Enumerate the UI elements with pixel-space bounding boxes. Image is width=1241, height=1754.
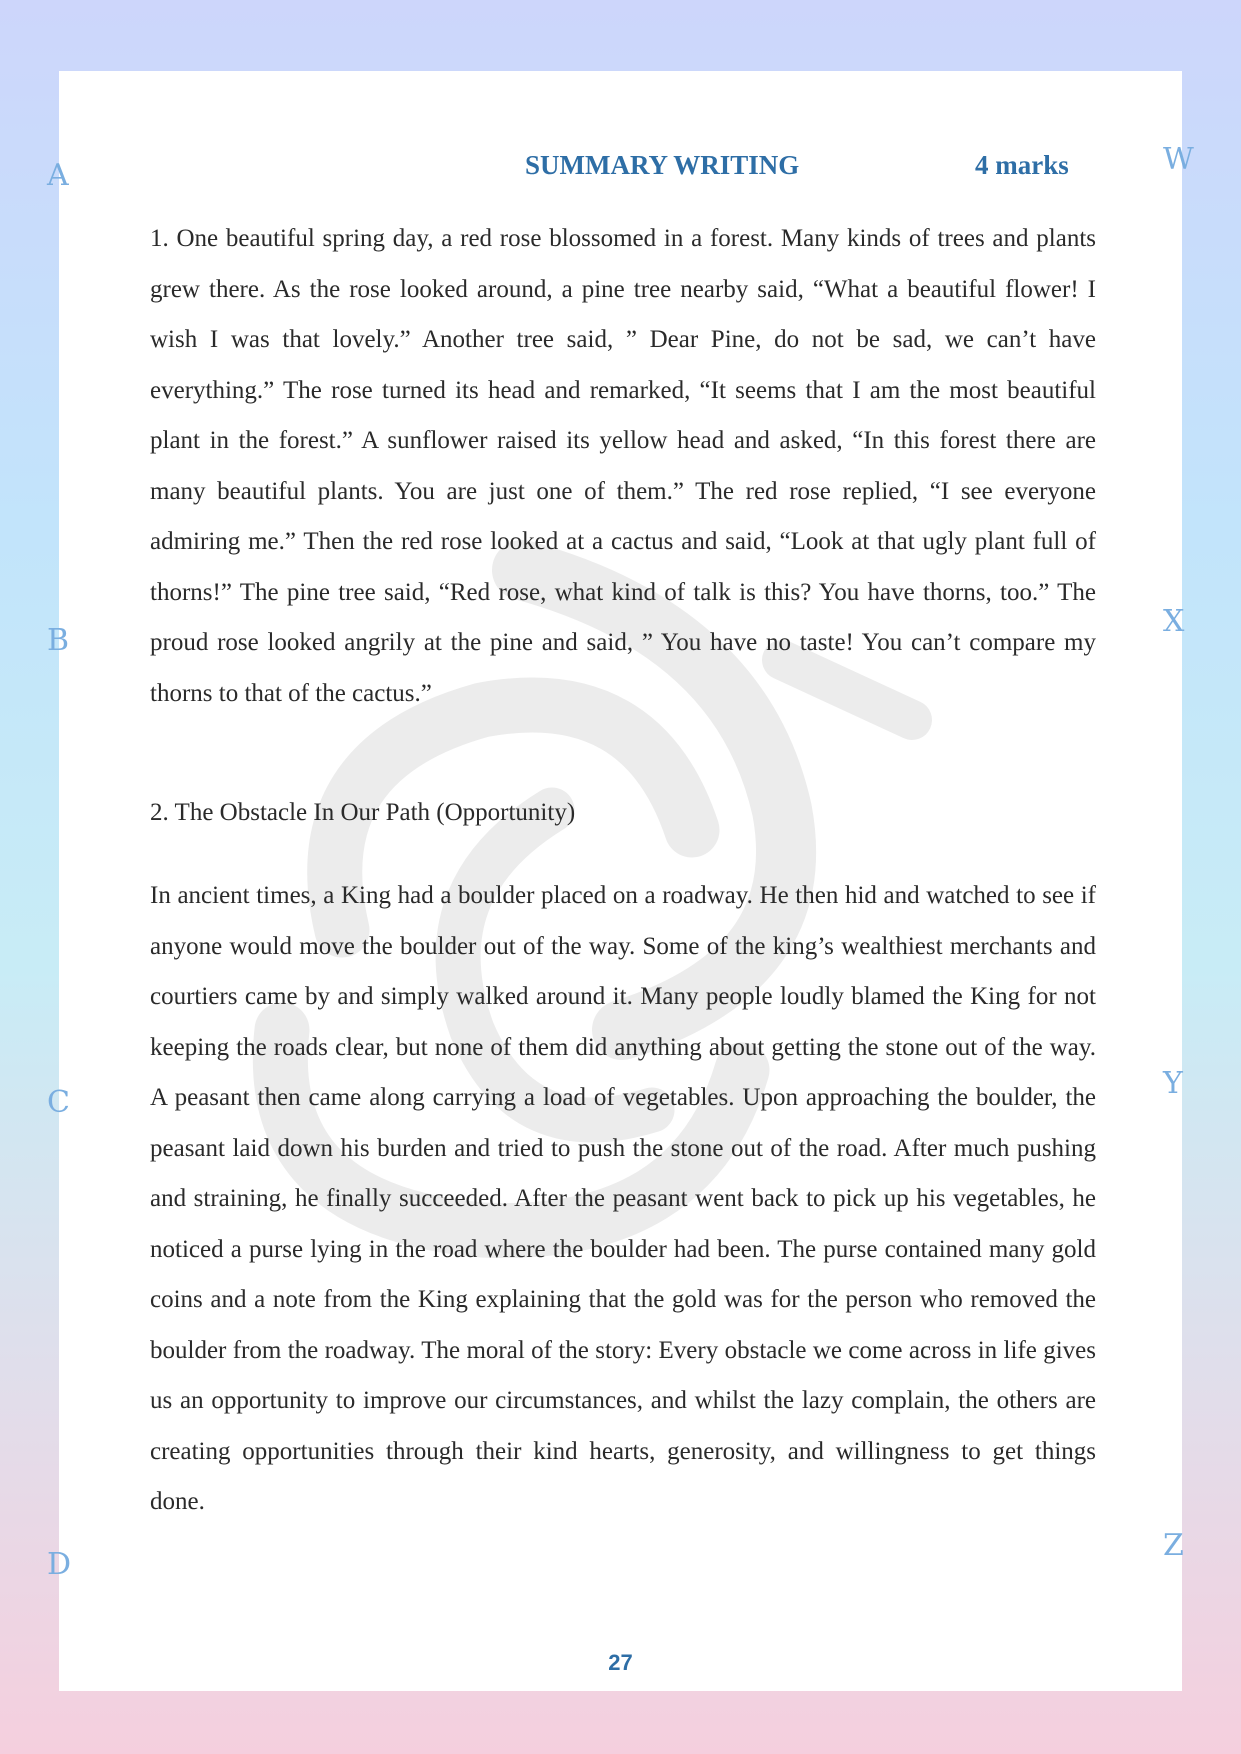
question-2-paragraph: In ancient times, a King had a boulder placed on a roadway. He then hid and watched to see if anyone would move the boulder out of the way. Some of the king’s wealthiest merchants and courtiers came by and simply walked around it. Many people loudly blamed the King for not keeping the roads clear, but none of them did anything about getting the stone out of the way. A peasant then came along carrying a load of vegetables. Upon approaching the boulder, the peasant laid down his burden and tried to push the stone out of the road. After much pushing and straining, he finally succeeded. After the peasant went back to pick up his vegetables, he noticed a purse lying in the road where the boulder had been. The purse contained many gold coins and a note from the King explaining that the gold was for the person who removed the boulder from the roadway. The moral of the story: Every obstacle we come across in life gives us an opportunity to improve our circumstances, and whilst the lazy complain, the others are creating opportunities through their kind hearts, generosity, and willingness to get things done. <box>150 882 1096 1515</box>
margin-letter-b: B <box>47 623 70 658</box>
question-2-heading: 2. The Obstacle In Our Path (Opportunity) <box>150 799 576 826</box>
marks-label: 4 marks <box>975 150 1069 180</box>
margin-letter-z: Z <box>1163 1528 1184 1563</box>
margin-letter-x: X <box>1163 604 1185 639</box>
margin-letter-d: D <box>47 1547 72 1582</box>
margin-letter-y: Y <box>1163 1066 1183 1101</box>
margin-letter-a: A <box>47 158 69 193</box>
margin-letter-c: C <box>47 1085 70 1120</box>
question-1-paragraph: 1. One beautiful spring day, a red rose blossomed in a forest. Many kinds of trees and plants grew there. As the rose looked around, a pine tree nearby said, “What a beautiful flower! I wish I was that lovely.” Another tree said, ” Dear Pine, do not be sad, we can’t have everything.” The rose turned its head and remarked, “It seems that I am the most beautiful plant in the forest.” A sunflower raised its yellow head and asked, “In this forest there are many beautiful plants. You are just one of them.” The red rose replied, “I see everyone admiring me.” Then the red rose looked at a cactus and said, “Look at that ugly plant full of thorns!” The pine tree said, “Red rose, what kind of talk is this? You have thorns, too.” The proud rose looked angrily at the pine and said, ” You have no taste! You can’t compare my thorns to that of the cactus.” <box>150 225 1096 707</box>
page-header <box>0 150 1241 190</box>
page-title: SUMMARY WRITING <box>525 150 800 180</box>
margin-letter-w: W <box>1163 142 1194 177</box>
page-number: 27 <box>608 1650 633 1675</box>
